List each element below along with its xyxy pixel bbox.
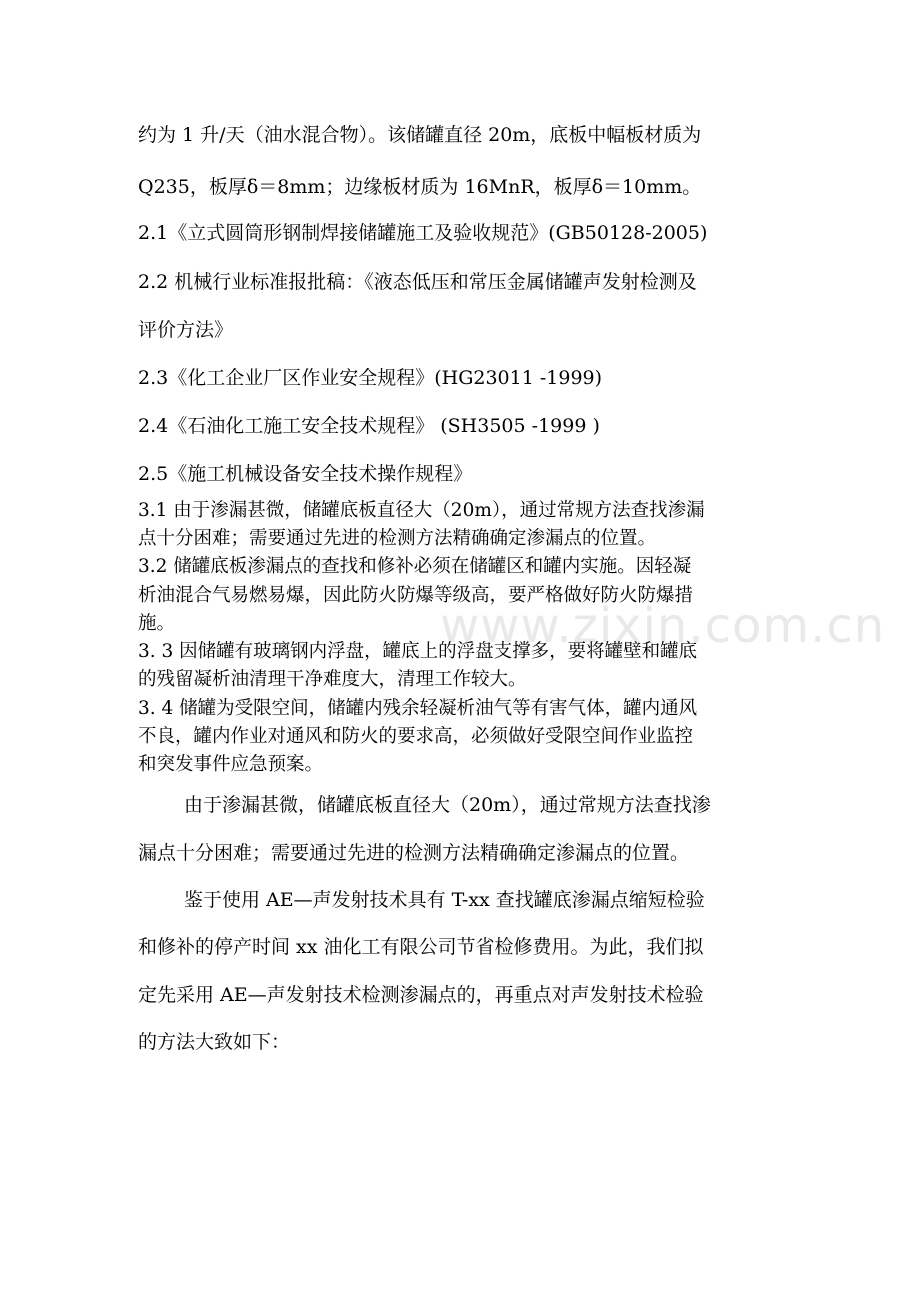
issue-line: 点十分困难；需要通过先进的检测方法精确确定渗漏点的位置。 xyxy=(138,528,657,549)
paragraph-line: 定先采用 AE—声发射技术检测渗漏点的，再重点对声发射技术检验 xyxy=(138,984,704,1006)
issue-line: 3. 4 储罐为受限空间，储罐内残余轻凝析油气等有害气体，罐内通风 xyxy=(138,698,698,719)
issue-line: 3. 3 因储罐有玻璃钢内浮盘，罐底上的浮盘支撑多，要将罐壁和罐底 xyxy=(138,641,698,662)
issue-line: 3.1 由于渗漏甚微，储罐底板直径大（20m），通过常规方法查找渗漏 xyxy=(138,500,705,521)
paragraph-line: 的方法大致如下： xyxy=(138,1031,291,1053)
issue-line: 和突发事件应急预案。 xyxy=(138,754,324,775)
reference-line: 2.5《施工机械设备安全技术操作规程》 xyxy=(138,463,473,485)
issue-line: 的残留凝析油清理干净难度大，清理工作较大。 xyxy=(138,669,527,690)
paragraph-line: 约为 1 升/天（油水混合物）。该储罐直径 20m，底板中幅板材质为 xyxy=(138,124,702,146)
issue-line: 3.2 储罐底板渗漏点的查找和修补必须在储罐区和罐内实施。因轻凝 xyxy=(138,556,692,577)
paragraph-line: 由于渗漏甚微，储罐底板直径大（20m），通过常规方法查找渗 xyxy=(184,794,711,816)
paragraph-line: Q235，板厚δ＝8mm；边缘板材质为 16MnR，板厚δ＝10mm。 xyxy=(138,176,702,198)
reference-line: 2.2 机械行业标准报批稿：《液态低压和常压金属储罐声发射检测及 xyxy=(138,271,697,293)
issue-line: 不良，罐内作业对通风和防火的要求高，必须做好受限空间作业监控 xyxy=(138,726,694,747)
paragraph-line: 漏点十分困难；需要通过先进的检测方法精确确定渗漏点的位置。 xyxy=(138,842,690,864)
paragraph-line: 鉴于使用 AE—声发射技术具有 T-xx 查找罐底渗漏点缩短检验 xyxy=(184,889,705,911)
reference-line: 2.3《化工企业厂区作业安全规程》(HG23011 -1999) xyxy=(138,367,603,389)
reference-line: 评价方法》 xyxy=(138,319,234,341)
reference-line: 2.4《石油化工施工安全技术规程》 (SH3505 -1999 ) xyxy=(138,415,600,437)
issue-line: 施。 xyxy=(138,613,176,634)
reference-line: 2.1《立式圆筒形钢制焊接储罐施工及验收规范》(GB50128-2005) xyxy=(138,222,708,244)
paragraph-line: 和修补的停产时间 xx 油化工有限公司节省检修费用。为此，我们拟 xyxy=(138,936,704,958)
watermark: www.zixin.com.cn xyxy=(440,598,886,654)
issue-line: 析油混合气易燃易爆，因此防火防爆等级高，要严格做好防火防爆措 xyxy=(138,585,694,606)
